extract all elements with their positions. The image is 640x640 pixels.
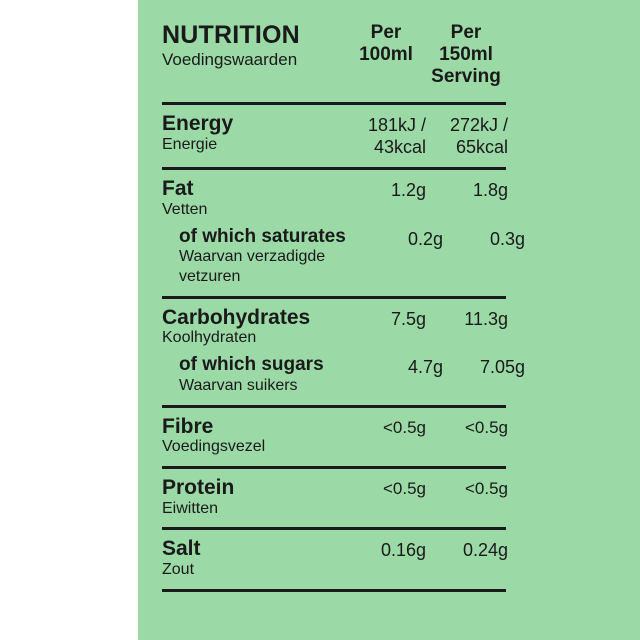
nutrient-name-group xyxy=(162,306,346,348)
value-per-serving-line2: 65kcal xyxy=(455,136,508,157)
sub-nutrient-name-en: of which sugars xyxy=(179,354,324,376)
table-row xyxy=(162,530,506,588)
nutrient-name-en: Protein xyxy=(162,475,235,499)
value-per-serving-line1: 272kJ / xyxy=(449,115,508,136)
nutrient-name-group xyxy=(162,415,346,457)
value-per-100ml: 7.5g xyxy=(390,308,426,329)
header-title-group xyxy=(162,22,346,70)
sub-nutrient-name-nl-line1: Waarvan verzadigde xyxy=(179,247,326,265)
nutrition-panel xyxy=(138,0,640,640)
sub-nutrient-name-nl-line2: vetzuren xyxy=(179,267,241,285)
column-header-per-100ml xyxy=(346,22,426,66)
column-header-per-100ml-line1: Per xyxy=(370,22,402,43)
nutrient-name-group xyxy=(162,537,346,579)
value-per-serving xyxy=(428,112,510,158)
column-header-per-serving-line2: 150ml xyxy=(439,44,493,66)
column-header-per-serving-line1: Per xyxy=(450,22,482,43)
table-row xyxy=(162,299,525,405)
nutrient-name-nl: Voedingsvezel xyxy=(162,438,266,456)
value-per-100ml: 0.16g xyxy=(380,540,426,561)
nutrient-name-nl: Eiwitten xyxy=(162,499,219,517)
nutrient-name-en: Salt xyxy=(162,537,201,561)
nutrient-name-nl: Koolhydraten xyxy=(162,329,257,347)
sub-value-per-serving: 7.05g xyxy=(479,357,525,378)
value-per-100ml-line2: 43kcal xyxy=(373,136,426,157)
nutrition-table xyxy=(162,21,525,592)
column-header-per-100ml-line2: 100ml xyxy=(359,44,413,66)
sub-value-per-serving: 0.3g xyxy=(489,228,525,249)
nutrient-name-en: Fat xyxy=(162,177,194,201)
value-per-serving: 1.8g xyxy=(472,180,508,201)
nutrient-name-group xyxy=(162,112,346,154)
value-per-100ml: <0.5g xyxy=(382,478,426,498)
table-row xyxy=(162,105,506,167)
value-per-serving: 11.3g xyxy=(464,308,508,329)
table-row xyxy=(162,170,525,296)
divider xyxy=(162,589,506,592)
sub-nutrient-name-nl-line1: Waarvan suikers xyxy=(179,376,298,394)
page-title: NUTRITION xyxy=(162,21,300,49)
table-row xyxy=(162,469,506,527)
nutrient-name-group xyxy=(162,177,346,219)
value-per-serving: 0.24g xyxy=(462,540,508,561)
nutrient-name-nl: Vetten xyxy=(162,200,208,218)
value-per-100ml xyxy=(346,112,428,158)
nutrient-name-nl: Zout xyxy=(162,560,195,578)
table-row xyxy=(162,408,506,466)
nutrient-name-group xyxy=(162,476,346,518)
page-subtitle: Voedingswaarden xyxy=(162,50,298,69)
nutrient-name-en: Carbohydrates xyxy=(162,305,311,329)
column-header-per-serving-line3: Serving xyxy=(431,66,501,88)
table-header xyxy=(162,22,506,102)
value-per-serving: <0.5g xyxy=(464,478,508,498)
nutrient-name-en: Energy xyxy=(162,112,234,136)
nutrient-name-nl: Energie xyxy=(162,135,218,153)
value-per-100ml-line1: 181kJ / xyxy=(367,115,426,136)
value-per-100ml: <0.5g xyxy=(382,417,426,437)
sub-nutrient-name-group xyxy=(162,354,363,395)
column-header-per-serving xyxy=(426,22,506,88)
sub-value-per-100ml: 4.7g xyxy=(407,357,443,378)
value-per-serving: <0.5g xyxy=(464,417,508,437)
sub-value-per-100ml: 0.2g xyxy=(407,228,443,249)
value-per-100ml: 1.2g xyxy=(390,180,426,201)
nutrient-name-en: Fibre xyxy=(162,414,214,438)
sub-nutrient-name-en: of which saturates xyxy=(179,225,346,247)
sub-nutrient-name-group xyxy=(162,226,363,287)
